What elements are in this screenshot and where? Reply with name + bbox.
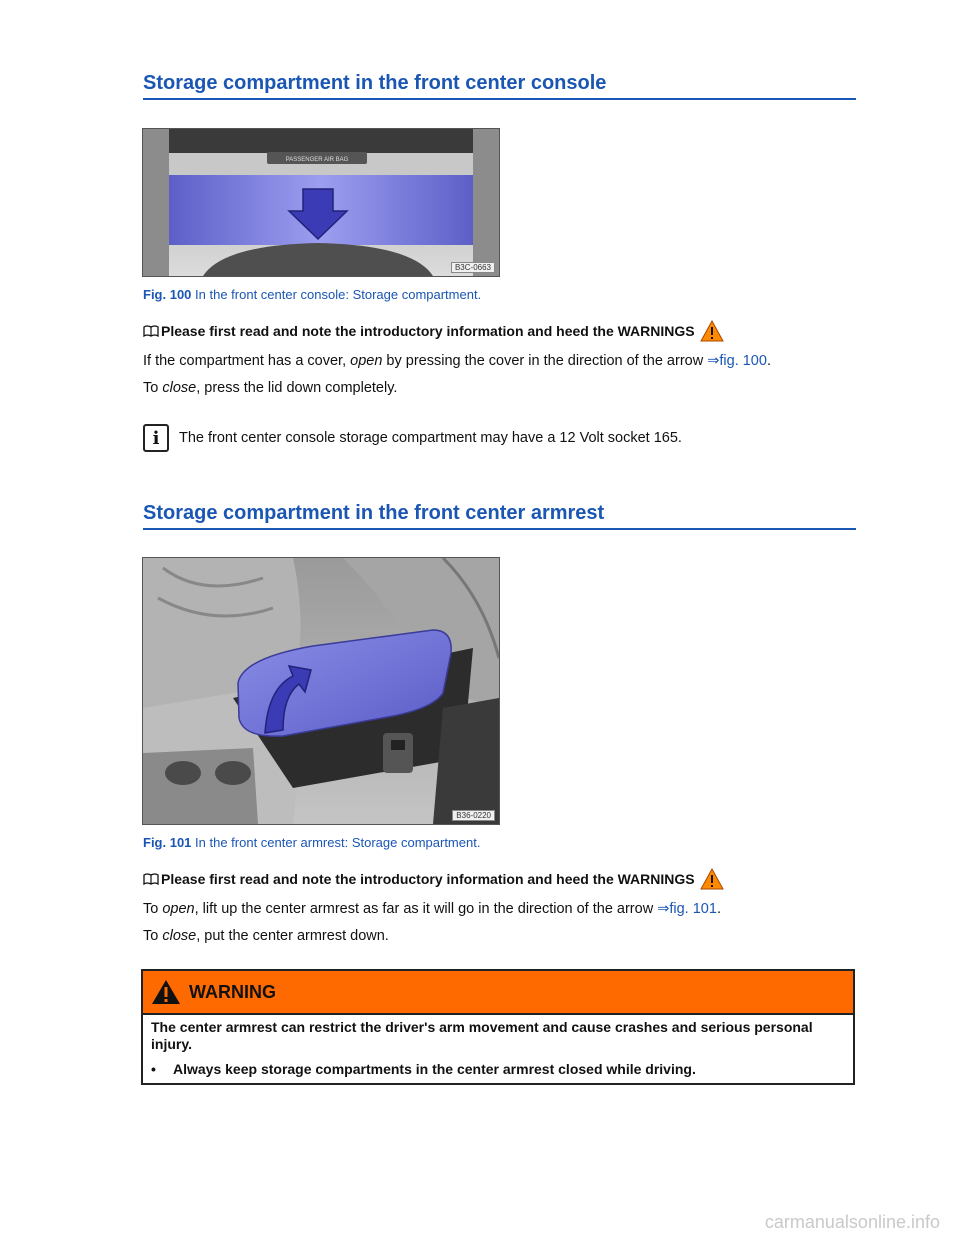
section-title-armrest: Storage compartment in the front center armrest	[143, 502, 856, 530]
text-segment: To	[143, 380, 163, 396]
warning-header	[143, 971, 853, 1015]
text-segment: To	[143, 901, 163, 917]
emphasis: open	[350, 353, 383, 369]
ref-arrow: ⇒	[657, 901, 670, 917]
figure-code: B3C-0663	[451, 262, 495, 273]
ref-arrow: ⇒	[707, 353, 720, 369]
note-text: Please first read and note the introductory information and heed the WARNINGS	[161, 871, 695, 887]
text-segment: by pressing the cover in the direction of the arrow	[382, 353, 708, 369]
watermark: carmanualsonline.info	[764, 1212, 940, 1232]
text-segment: If the compartment has a cover,	[143, 353, 351, 369]
bullet-dot: •	[151, 1061, 156, 1077]
warning-icon	[151, 979, 181, 1005]
warning-bullet	[151, 1061, 845, 1077]
text-segment: To	[143, 928, 163, 944]
figure-100-caption	[143, 287, 481, 302]
figure-label: Fig. 100	[143, 287, 192, 302]
emphasis: close	[162, 380, 197, 396]
info-text: The front center console storage compartment may have a 12 Volt socket 165.	[179, 430, 682, 446]
fig-101-link[interactable]: fig. 101	[669, 901, 717, 917]
intro-note	[143, 320, 724, 342]
open-instruction	[143, 901, 721, 917]
bullet-text: Always keep storage compartments in the center armrest closed while driving.	[173, 1061, 696, 1077]
warning-triangle-icon	[700, 868, 724, 890]
book-icon	[143, 873, 159, 885]
text-segment: .	[766, 353, 771, 369]
text-segment: , put the center armrest down.	[196, 928, 389, 944]
figure-101-image	[142, 557, 500, 825]
warning-box	[141, 969, 855, 1085]
close-instruction	[143, 928, 389, 944]
section-title-console: Storage compartment in the front center console	[143, 72, 856, 100]
figure-101-caption	[143, 835, 480, 850]
emphasis: close	[162, 928, 197, 944]
book-icon	[143, 325, 159, 337]
warning-triangle-icon	[700, 320, 724, 342]
note-text: Please first read and note the introductory information and heed the WARNINGS	[161, 323, 695, 339]
figure-code: B36-0220	[452, 810, 495, 821]
figure-100-image	[142, 128, 500, 277]
warning-body	[143, 1015, 853, 1083]
caption-text: In the front center console: Storage compartment.	[191, 287, 482, 302]
emphasis: open	[162, 901, 195, 917]
caption-text: In the front center armrest: Storage compartment.	[191, 835, 481, 850]
fig-100-link[interactable]: fig. 100	[719, 353, 767, 369]
figure-label: Fig. 101	[143, 835, 192, 850]
text-segment: .	[716, 901, 721, 917]
text-segment: , lift up the center armrest as far as it will go in the direction of the arrow	[194, 901, 658, 917]
text-segment: , press the lid down completely.	[196, 380, 398, 396]
intro-note	[143, 868, 724, 890]
info-note	[143, 424, 682, 452]
close-instruction	[143, 380, 397, 396]
warning-title: WARNING	[189, 981, 276, 1002]
info-icon: i	[143, 424, 169, 452]
open-instruction	[143, 353, 771, 369]
placard-text: PASSENGER AIR BAG	[285, 157, 349, 163]
warning-text: The center armrest can restrict the driver's arm movement and cause crashes and serious personal injury.	[151, 1019, 813, 1052]
